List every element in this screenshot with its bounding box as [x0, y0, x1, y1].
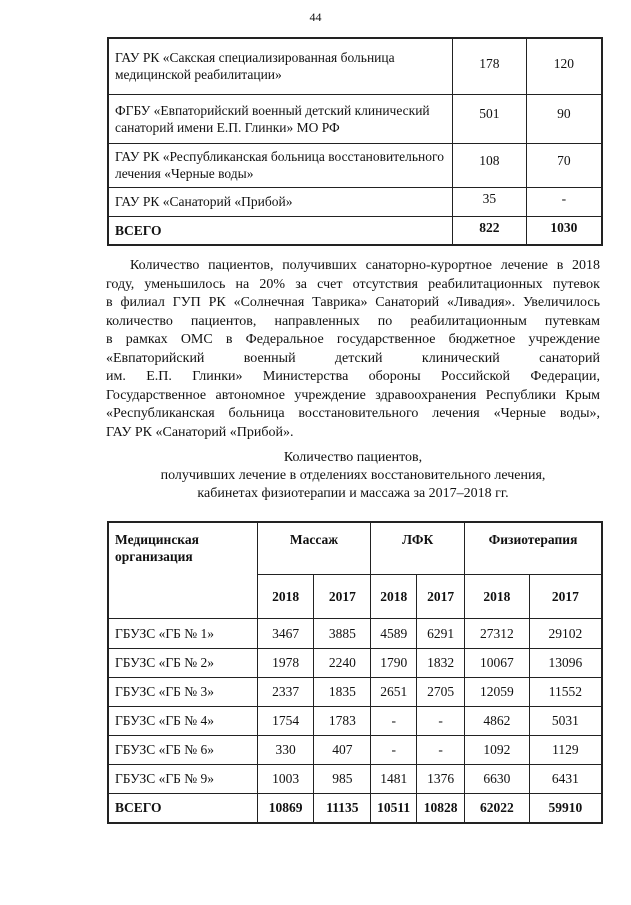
- lfk-2018: -: [371, 706, 417, 735]
- paragraph-line: в рамках ОМС в Федеральное государственное бюджетное учреждение: [106, 332, 600, 347]
- lfk-2017: -: [417, 735, 465, 764]
- org-name: ГБУЗС «ГБ № 2»: [108, 648, 257, 677]
- physio-2018: 6630: [465, 764, 530, 793]
- lfk-2018: 4589: [371, 618, 417, 648]
- table-row: [108, 38, 602, 94]
- paragraph-line: «Евпаторийский военный детский клинический санаторий: [106, 350, 600, 366]
- lfk-2017: 1832: [417, 648, 465, 677]
- physio-2017: 11552: [529, 677, 602, 706]
- paragraph-line: им. Е.П. Глинки» Министерства обороны Российской Федерации,: [106, 369, 600, 384]
- caption-line: получивших лечение в отделениях восстановительного лечения,: [160, 468, 546, 483]
- table-row: [108, 706, 602, 735]
- table-header-row: [108, 522, 602, 574]
- table-caption: [106, 449, 600, 503]
- massage-2018: 330: [257, 735, 314, 764]
- paragraph-line: «Республиканская больница восстановительного лечения «Черные воды»,: [106, 406, 600, 421]
- physio-2018: 4862: [465, 706, 530, 735]
- physio-2018: 62022: [465, 793, 530, 823]
- value-2017: -: [526, 187, 602, 216]
- table-row: [108, 735, 602, 764]
- lfk-2018: 1790: [371, 648, 417, 677]
- massage-2017: 2240: [314, 648, 371, 677]
- header-lfk: ЛФК: [371, 522, 465, 574]
- table-row: [108, 618, 602, 648]
- org-name: ГАУ РК «Санаторий «Прибой»: [108, 187, 453, 216]
- lfk-2018: -: [371, 735, 417, 764]
- header-massage: Массаж: [257, 522, 371, 574]
- massage-2018: 1003: [257, 764, 314, 793]
- value-2017: 120: [526, 38, 602, 94]
- paragraph-line: в филиал ГУП РК «Солнечная Таврика» Санаторий «Ливадия». Увеличилось: [106, 295, 600, 310]
- physio-2017: 59910: [529, 793, 602, 823]
- physio-2017: 1129: [529, 735, 602, 764]
- paragraph-line: количество пациентов, направленных по реабилитационным путевкам: [106, 313, 600, 329]
- value-2018: 178: [453, 38, 527, 94]
- lfk-2017: 6291: [417, 618, 465, 648]
- massage-2018: 1754: [257, 706, 314, 735]
- massage-2018: 10869: [257, 793, 314, 823]
- physio-2018: 27312: [465, 618, 530, 648]
- massage-2018: 3467: [257, 618, 314, 648]
- table-row: [108, 187, 602, 216]
- value-2017: 70: [526, 143, 602, 187]
- physio-2018: 1092: [465, 735, 530, 764]
- table-total-row: [108, 216, 602, 245]
- value-2018: 108: [453, 143, 527, 187]
- org-name: ГБУЗС «ГБ № 1»: [108, 618, 257, 648]
- total-2017: 1030: [526, 216, 602, 245]
- header-year-2017: 2017: [417, 574, 465, 618]
- value-2018: 35: [453, 187, 527, 216]
- physio-2017: 13096: [529, 648, 602, 677]
- rehab-vouchers-table: [107, 37, 603, 246]
- org-name: ГАУ РК «Сакская специализированная больница медицинской реабилитации»: [108, 38, 453, 94]
- caption-line: кабинетах физиотерапии и массажа за 2017–2018 гг.: [197, 486, 509, 501]
- header-physiotherapy: Физиотерапия: [465, 522, 602, 574]
- table-row: [108, 94, 602, 143]
- header-year-2018: 2018: [465, 574, 530, 618]
- lfk-2017: 10828: [417, 793, 465, 823]
- massage-2017: 3885: [314, 618, 371, 648]
- header-year-2017: 2017: [314, 574, 371, 618]
- body-paragraph: [106, 257, 600, 442]
- org-name: ГБУЗС «ГБ № 3»: [108, 677, 257, 706]
- paragraph-line: Государственное автономное учреждение здравоохранения Республики Крым: [106, 387, 600, 403]
- physio-2018: 12059: [465, 677, 530, 706]
- caption-line: Количество пациентов,: [283, 450, 423, 465]
- table-total-row: [108, 793, 602, 823]
- page-number: 44: [309, 10, 322, 24]
- massage-2017: 407: [314, 735, 371, 764]
- physio-2018: 10067: [465, 648, 530, 677]
- table-row: [108, 764, 602, 793]
- org-name: ГБУЗС «ГБ № 9»: [108, 764, 257, 793]
- massage-2018: 2337: [257, 677, 314, 706]
- physio-2017: 5031: [529, 706, 602, 735]
- org-name: ГБУЗС «ГБ № 4»: [108, 706, 257, 735]
- table-row: [108, 648, 602, 677]
- lfk-2018: 2651: [371, 677, 417, 706]
- lfk-2017: 1376: [417, 764, 465, 793]
- header-year-2018: 2018: [371, 574, 417, 618]
- paragraph-line: ГАУ РК «Санаторий «Прибой».: [106, 424, 294, 440]
- table-row: [108, 677, 602, 706]
- org-name: ГАУ РК «Республиканская больница восстановительного лечения «Черные воды»: [108, 143, 453, 187]
- org-name: ФГБУ «Евпаторийский военный детский клинический санаторий имени Е.П. Глинки» МО РФ: [108, 94, 453, 143]
- physio-2017: 29102: [529, 618, 602, 648]
- header-org: Медицинская организация: [108, 522, 257, 618]
- value-2017: 90: [526, 94, 602, 143]
- lfk-2017: -: [417, 706, 465, 735]
- value-2018: 501: [453, 94, 527, 143]
- paragraph-line: году, уменьшилось на 20% за счет отсутствия реабилитационных путевок: [106, 276, 600, 292]
- lfk-2018: 1481: [371, 764, 417, 793]
- org-name: ГБУЗС «ГБ № 6»: [108, 735, 257, 764]
- header-year-2018: 2018: [257, 574, 314, 618]
- total-label: ВСЕГО: [108, 216, 453, 245]
- total-label: ВСЕГО: [108, 793, 257, 823]
- lfk-2018: 10511: [371, 793, 417, 823]
- physio-2017: 6431: [529, 764, 602, 793]
- table-row: [108, 143, 602, 187]
- massage-2018: 1978: [257, 648, 314, 677]
- massage-2017: 1783: [314, 706, 371, 735]
- therapy-patients-table: [107, 521, 603, 824]
- lfk-2017: 2705: [417, 677, 465, 706]
- massage-2017: 985: [314, 764, 371, 793]
- total-2018: 822: [453, 216, 527, 245]
- massage-2017: 1835: [314, 677, 371, 706]
- paragraph-line: Количество пациентов, получивших санаторно-курортное лечение в 2018: [130, 258, 600, 273]
- massage-2017: 11135: [314, 793, 371, 823]
- header-year-2017: 2017: [529, 574, 602, 618]
